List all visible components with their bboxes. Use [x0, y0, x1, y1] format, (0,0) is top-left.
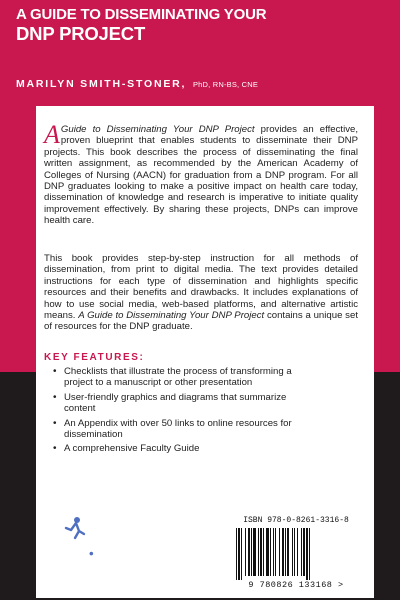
drop-cap: A — [44, 120, 60, 149]
barcode-bar — [238, 528, 240, 580]
barcode-bar — [297, 528, 298, 576]
author-credentials: PhD, RN-BS, CNE — [192, 80, 259, 89]
barcode-bar — [241, 528, 242, 580]
barcode-bar — [279, 528, 280, 576]
publisher-address — [41, 560, 140, 591]
springer-logo-icon — [64, 516, 86, 542]
paragraph-2-start: This book provides step-by-step instruction for all methods of dissemination, from print to digital media. The text provides detailed instructions for each type of dissemination and highlights specific resources and their benefits and drawbacks. It includes explanations of how to use social media, web-based platforms, and alternative artistic means. — [44, 253, 358, 322]
barcode-bar — [282, 528, 284, 576]
publisher-name — [40, 548, 199, 558]
barcode-bar — [258, 528, 259, 576]
barcode-digits: 9 780826 133168 > — [248, 580, 344, 590]
publisher-name-b: PUBLISHING COMPANY — [96, 548, 200, 558]
paragraph-2-end: contains a unique set of resources for the DNP graduate. — [44, 310, 358, 333]
key-features-heading: KEY FEATURES: — [44, 352, 145, 363]
barcode-bar — [251, 528, 252, 576]
barcode-bar — [260, 528, 262, 576]
title-line-1: A GUIDE TO DISSEMINATING YOUR — [16, 6, 267, 23]
barcode-bar — [266, 528, 269, 576]
barcode-bar — [236, 528, 237, 580]
barcode-bar — [292, 528, 293, 576]
barcode-graphic — [234, 528, 358, 580]
barcode-bar — [248, 528, 250, 576]
book-title — [16, 6, 266, 45]
description-paragraph-2 — [44, 253, 358, 333]
barcode-bar — [273, 528, 274, 576]
publisher-name-a: SPRINGER — [40, 548, 87, 558]
barcode-bar — [253, 528, 256, 576]
address-line-1: 11 W. 42nd Street — [41, 560, 108, 570]
barcode-bar — [303, 528, 305, 576]
author-line — [16, 78, 258, 90]
paragraph-1-text: provides an effective, proven blueprint that enables students to disseminate their DNP projects. This book describes the process of disseminating the final written assignment, as recommended by the American Academy of Colleges of Nursing (AACN) for graduation from a DNP program. For all DNP graduates looking to make a positive impact on health care today, dissemination of knowledge and research is imperative to initiate quality improvement effectively. By sharing these projects, DNPs can improve health care. — [44, 124, 359, 227]
address-line-2: New York, NY 10036-8002 — [41, 570, 140, 581]
list-item: • Checklists that illustrate the process of transforming a project to a manuscript or other presentation — [52, 366, 312, 389]
isbn-label: ISBN 978-0-8261-3316-8 — [243, 516, 349, 525]
book-title-italic-2: A Guide to Disseminating Your DNP Project — [78, 310, 265, 322]
barcode-bar — [270, 528, 271, 576]
list-item: • A comprehensive Faculty Guide — [52, 443, 312, 454]
barcode-bar — [309, 528, 310, 580]
list-item: • An Appendix with over 50 links to online resources for dissemination — [52, 418, 312, 441]
barcode-bar — [275, 528, 276, 576]
barcode-bar — [285, 528, 286, 576]
book-title-italic: Guide to Disseminating Your DNP Project — [60, 124, 255, 135]
separator-glyph: ● — [88, 548, 95, 558]
author-name: MARILYN SMITH-STONER, — [16, 78, 187, 90]
key-features-list — [52, 366, 312, 458]
barcode-bar — [287, 528, 289, 576]
list-item: • User-friendly graphics and diagrams that summarize content — [52, 392, 312, 415]
barcode-bar — [301, 528, 302, 576]
barcode-bar — [245, 528, 246, 576]
barcode-bar — [306, 528, 308, 580]
description-paragraph-1 — [44, 120, 359, 227]
publisher-website: www.springerpub.com — [41, 580, 124, 591]
barcode-bar — [263, 528, 264, 576]
barcode-bar — [294, 528, 295, 576]
title-line-2: DNP PROJECT — [16, 23, 146, 44]
